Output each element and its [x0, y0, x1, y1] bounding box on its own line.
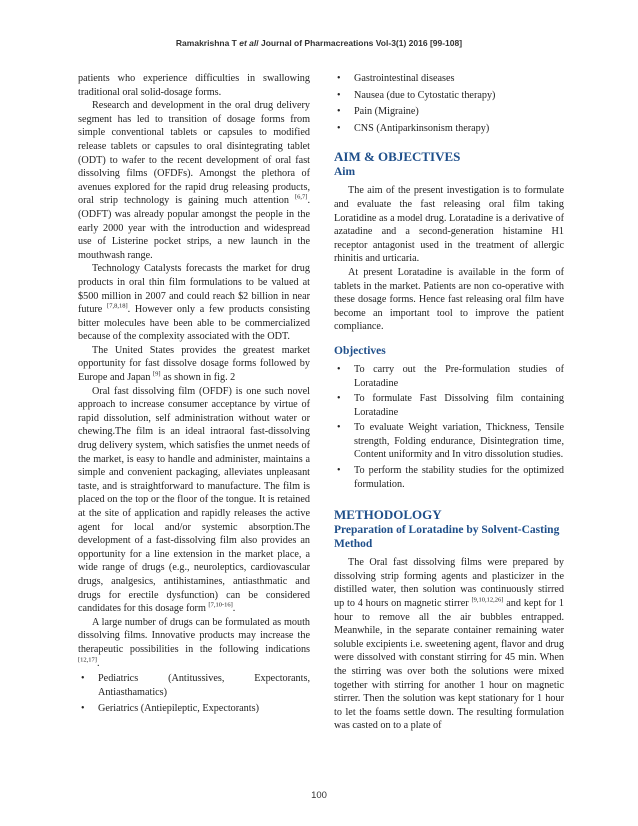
list-item: • To evaluate Weight variation, Thickness, Tensile strength, Folding endurance, Disintegration time, Content uniformity and In vitro dissolution studies.	[334, 421, 564, 462]
list-item: • To carry out the Pre-formulation studies of Loratadine	[334, 363, 564, 390]
indications-list	[78, 672, 310, 716]
list-item: • Gastrointestinal diseases	[334, 72, 564, 86]
paragraph: Technology Catalysts forecasts the market for drug products in oral thin film formulations to be valued at $500 million in 2007 and could reach $2 billion in near future [7,8,18]. However only a few products consisting bitter molecules have been able to be commercialized because of the complexity associated with the ODT.	[78, 263, 310, 343]
running-header: Ramakrishna T et al/ Journal of Pharmacreations Vol-3(1) 2016 [99-108]	[175, 38, 463, 48]
list-item: • CNS (Antiparkinsonism therapy)	[334, 122, 564, 136]
section-heading: METHODOLOGY	[334, 507, 442, 523]
indications-list-continued	[334, 72, 564, 135]
list-item: • To formulate Fast Dissolving film containing Loratadine	[334, 392, 564, 419]
paragraph: A large number of drugs can be formulated as mouth dissolving films. Innovative products may increase the therapeutic possibilities in the following indications [12,17].	[78, 616, 310, 669]
subsection-heading: Aim	[334, 166, 356, 179]
list-item: • To perform the stability studies for the optimized formulation.	[334, 464, 564, 491]
paragraph: The aim of the present investigation is to formulate and evaluate the fast releasing oral film taking Loratidine as a model drug. Loratadine is a derivative of azatadine and a second-generation histamine H1 receptor antagonist used in the treatment of allergic rhinitis and urticaria.	[334, 185, 564, 265]
list-item: • Pain (Migraine)	[334, 105, 564, 119]
paragraph: The Oral fast dissolving films were prepared by dissolving strip forming agents and plasticizer in the distilled water, then solution was continuously stirred up to 4 hours on magnetic stirrer [9,10,12,26] and kept for 1 hour to remove all the air bubbles entrapped. Meanwhile, in the separate container remaining water soluble excipients i.e. sweetening agent, flavor and drug were dissolved with constant stirring for 45 min. When the stirring was over both the solutions were mixed together with stirring for another 1 hour on magnetic stirrer. Then the solution was kept stationary for 1 hour to let the foams settle down. The resulting formulation was casted on to a plate of	[334, 557, 564, 732]
list-item: • Pediatrics (Antitussives, Expectorants, Antiasthamatics)	[78, 672, 310, 699]
list-item: • Geriatrics (Antiepileptic, Expectorants)	[78, 702, 310, 716]
paragraph: Oral fast dissolving film (OFDF) is one such novel approach to increase consumer acceptance by virtue of rapid dissolution, self administration without water or chewing.The film is an ideal intraoral fast-dissolving drug delivery system, which satisfies the unmet needs of the market, is easy to handle and administer, maintains a simple and convenient packaging, alleviates unpleasant taste, and is straightforward to manufacture. The film is placed on the top or the floor of the tongue. It is retained at the site of application and rapidly releases the active agent for local and/or systemic absorption.The development of a fast-dissolving film also provides an opportunity for a line extension in the market place, a wide range of drugs (e.g., neuroleptics, cardiovascular drugs, analgesics, antihistamines, antiasthmatic and drugs for erectile dysfunction) can be considered candidates for this dosage form [7,10-16].	[78, 385, 310, 615]
right-column	[334, 72, 564, 733]
paragraph: patients who experience difficulties in swallowing traditional oral solid-dosage forms.	[78, 73, 310, 98]
paragraph: At present Loratadine is available in the form of tablets in the market. Patients are non co-operative with these dosage forms. Hence fast releasing oral film have become an important tool to improve the patient compliance.	[334, 266, 564, 333]
subsection-heading: Preparation of Loratadine by Solvent-Casting Method	[334, 524, 560, 551]
subsection-heading: Objectives	[334, 344, 386, 357]
paragraph: The United States provides the greatest market opportunity for fast dissolve dosage forms followed by Europe and Japan [9] as shown in fig. 2	[78, 344, 310, 384]
section-heading: AIM & OBJECTIVES	[334, 149, 461, 165]
left-column	[78, 72, 310, 716]
objectives-list	[334, 363, 564, 491]
list-item: • Nausea (due to Cytostatic therapy)	[334, 89, 564, 103]
page-number: 100	[311, 790, 327, 801]
paragraph: Research and development in the oral drug delivery segment has led to transition of dosage forms from simple conventional tablets or capsules to modified release tablets or capsules to oral disintegrating tablet (ODT) to wafer to the recent development of oral fast dissolving films (OFDFs). Amongst the plethora of avenues explored for the rapid drug releasing products, oral strip technology is gaining much attention [6,7]. (ODFT) was already popular amongst the people in the early 2000 year with the introduction and widespread use of Listerine pocket strips, a new launch in the mouthwash range.	[78, 100, 310, 261]
